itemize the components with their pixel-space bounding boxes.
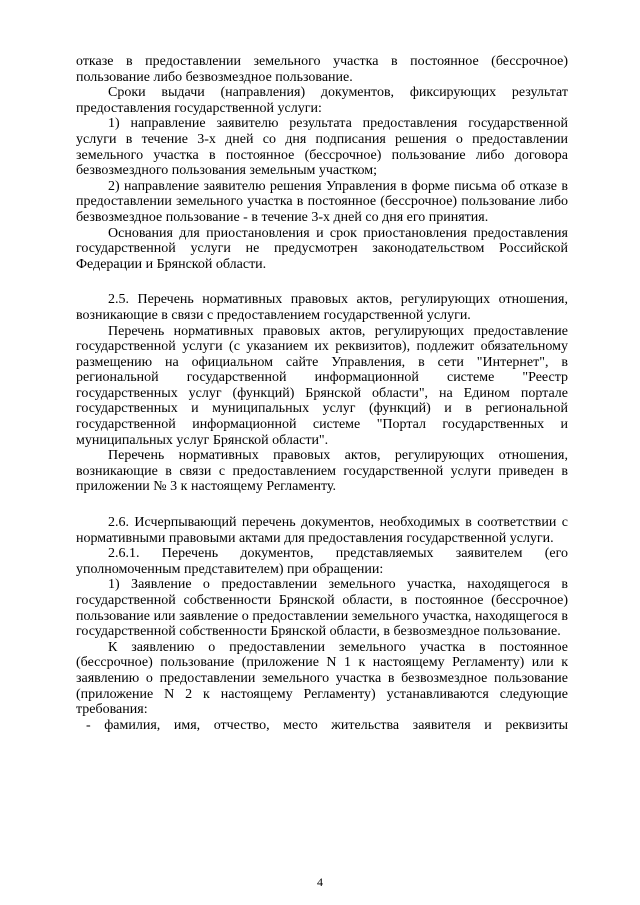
document-body	[76, 54, 568, 733]
paragraph-requirement-item: - фамилия, имя, отчество, место жительства заявителя и реквизиты	[86, 717, 568, 733]
paragraph-issuance-deadlines: Сроки выдачи (направления) документов, фиксирующих результат предоставления государственной услуги:	[76, 85, 568, 116]
section-2-5-heading: 2.5. Перечень нормативных правовых актов, регулирующих отношения, возникающие в связи с предоставлением государственной услуги.	[76, 292, 568, 323]
paragraph-acts-publication: Перечень нормативных правовых актов, регулирующих предоставление государственной услуги (с указанием их реквизитов), подлежит обязательному размещению на официальном сайте Управления, в сети "Интернет", в региональной государственной информационной системе "Реестр государственных услуг (функций) Брянской области", на Едином портале государственных и муниципальных услуг (функций) и в региональной государственной информационной системе "Портал государственных и муниципальных услуг Брянской области".	[76, 323, 568, 448]
paragraph-acts-appendix: Перечень нормативных правовых актов, регулирующих отношения, возникающие в связи с предоставлением государственной услуги приведен в приложении № 3 к настоящему Регламенту.	[76, 448, 568, 495]
paragraph-deadline-item-2: 2) направление заявителю решения Управления в форме письма об отказе в предоставлении земельного участка в постоянное (бессрочное) пользование либо безвозмездное пользование - в течение 3-х дней со дня его принятия.	[76, 178, 568, 225]
paragraph-suspension-grounds: Основания для приостановления и срок приостановления предоставления государственной услуги не предусмотрен законодательством Российской Федерации и Брянской области.	[76, 225, 568, 272]
paragraph-refusal-continuation: отказе в предоставлении земельного участка в постоянное (бессрочное) пользование либо безвозмездное пользование.	[76, 54, 568, 85]
section-2-6-1-heading: 2.6.1. Перечень документов, представляемых заявителем (его уполномоченным представителем) при обращении:	[76, 546, 568, 577]
page-number: 4	[317, 875, 323, 889]
paragraph-application-requirements: К заявлению о предоставлении земельного участка в постоянное (бессрочное) пользование (приложение N 1 к настоящему Регламенту) или к заявлению о предоставлении земельного участка в безвозмездное пользование (приложение N 2 к настоящему Регламенту) устанавливаются следующие требования:	[76, 639, 568, 718]
paragraph-application-item-1: 1) Заявление о предоставлении земельного участка, находящегося в государственной собственности Брянской области, в постоянное (бессрочное) пользование или заявление о предоставлении земельного участка, находящегося в государственной собственности Брянской области, в безвозмездное пользование.	[76, 577, 568, 640]
paragraph-deadline-item-1: 1) направление заявителю результата предоставления государственной услуги в течение 3-х дней со дня подписания решения о предоставлении земельного участка в постоянное (бессрочное) пользование либо договора безвозмездного пользования земельным участком;	[76, 116, 568, 179]
section-2-6-heading: 2.6. Исчерпывающий перечень документов, необходимых в соответствии с нормативными правовыми актами для предоставления государственной услуги.	[76, 515, 568, 546]
